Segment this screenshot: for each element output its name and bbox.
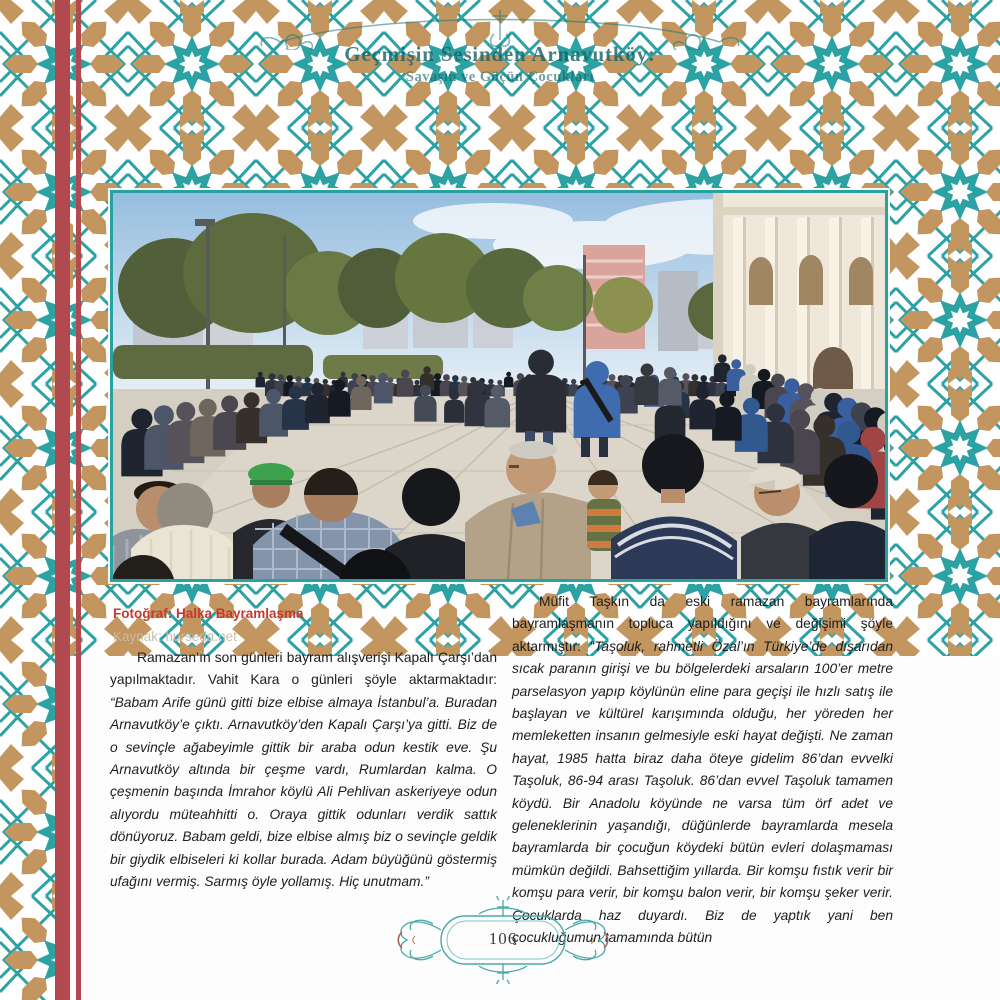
left-quote-text: “Babam Arife günü gitti bize elbise almaya İstanbul’a. Buradan Arnavutköy’e çıktı. Arnavutköy’den Kapalı Çarşı’ya gitti. Biz de o sevinçle ağabeyimle gittik bir araba odun kestik eve. Şu Arnavutköy altında bir çeşme vardı, Rumlardan kalma. O çeşmenin başında İmrahor köylü Ali Pehlivan askeriyeye odun alıyordu müteahhitti o. Oraya gittik odunları verdik sattık dönüyoruz. Babam geldi, bize elbise almış biz o sevinçle geldik bir giydik elbiseleri ki kollar burada. Adam büyüğünü göstermiş ufağını vermiş. Sarmış öyle yollamış. Hiç unutmam.” — [110, 694, 497, 890]
left-paragraph — [110, 647, 497, 893]
photo-caption — [113, 602, 304, 648]
photo-caption-source: Kaynak: hurseda.net — [113, 629, 237, 644]
page-number: 106 — [488, 929, 518, 948]
photo-caption-label: Fotoğraf: Halka Bayramlaşma — [113, 606, 304, 621]
red-accent-stripes — [55, 0, 81, 1000]
page-number-ornament — [373, 896, 633, 984]
page-subtitle: Savaşın ve Göçün Çocukları — [405, 69, 595, 85]
photo-bayramlasma — [110, 190, 888, 582]
right-quote-text: “Taşoluk, rahmetli Özal’ın Türkiye’de dışarıdan sıcak paranın girişi ve bu bölgelerdeki arsaların 100’er metre parselasyon yapıp köylünün eline para geçişi ile hızlı satış ile başlayan ve kültürel karışımında olduğu, her yöreden her memleketten insanın gelmesiyle eski hayat değişti. Ne zaman hayat, 1985 hatta biraz daha öteye gidelim 86’dan evvelki Taşoluk, 86-94 arası Taşoluk. 86’dan evvel Taşoluk tamamen köydü. Bir Anadolu köyünde ne varsa tüm örf adet ve geleneklerinin yaşandığı, düğünlerde bayramlarda mesela bayramlarda bir çocuğun köydeki bütün evleri dolaşmaması mümkün değildi. Bahsettiğim yıllarda. Bir komşu fıstık verir bir komşu para verir, bir komşu balon verir, bir komşu şeker verir. Çocuklarda haz duyardı. Biz de yaptık yani ben çocukluğumun tamamında bütün — [512, 638, 894, 946]
page-title: Geçmişin Sesinden Arnavutköy: — [344, 42, 656, 66]
left-column — [110, 647, 497, 893]
right-lead-text: Müfit Taşkın da eski ramazan bayramlarında bayramlaşmanın topluca yapıldığını ve değişimi şöyle aktarmıştır: — [512, 594, 893, 654]
left-lead-text: Ramazan’ın son günleri bayram alışverişi Kapalı Çarşı’dan yapılmaktadır. Vahit Kara o günleri şöyle aktarmaktadır: — [110, 650, 497, 688]
photo-illustration — [113, 193, 885, 579]
